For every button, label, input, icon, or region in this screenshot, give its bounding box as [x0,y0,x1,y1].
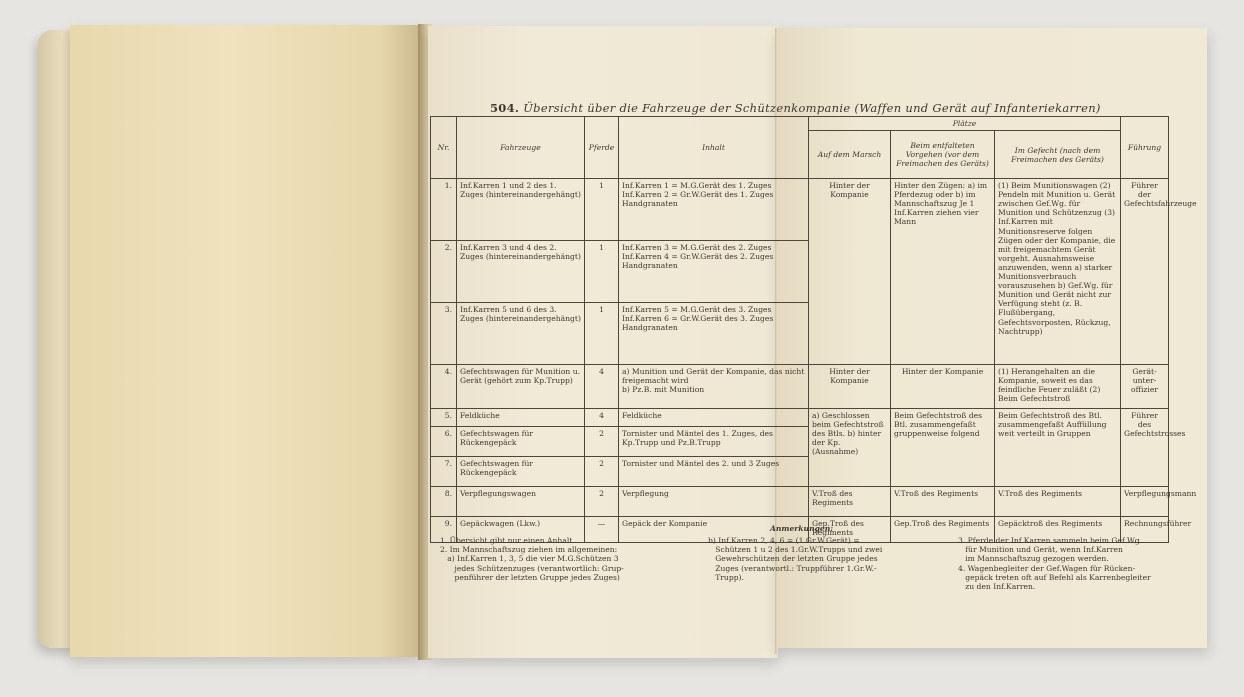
row-7-contents: Tornister und Mäntel des 2. und 3 Zuges [619,457,809,487]
row-9-deploy: Gep.Troß des Regiments [891,517,995,543]
row-8-nr: 8. [431,487,457,517]
row-8-lead: Verpflegungsmann [1121,487,1169,517]
row-7-nr: 7. [431,457,457,487]
row-4-nr: 4. [431,365,457,409]
row-1-vehicle: Inf.Karren 1 und 2 des 1. Zuges (hintereinandergehängt) [457,179,585,241]
row-4-lead: Gerät-unter-offizier [1121,365,1169,409]
row-3-vehicle: Inf.Karren 5 und 6 des 3. Zuges (hintereinandergehängt) [457,303,585,365]
row-8-vehicle: Verpflegungswagen [457,487,585,517]
header-pferde: Pferde [585,117,619,179]
left-blank-page [70,25,422,657]
row-2-horses: 1 [585,241,619,303]
row-4-march: Hinter der Kompanie [809,365,891,409]
header-inhalt: Inhalt [619,117,809,179]
row-6-vehicle: Gefechtswagen für Rückengepäck [457,427,585,457]
group-5-7-deploy: Beim Gefechtstroß des Btl. zusammengefaßt gruppenweise folgend [891,409,995,487]
row-2-content-b: Inf.Karren 4 = Gr.W.Gerät des 2. Zuges Handgranaten [622,252,774,271]
row-9-nr: 9. [431,517,457,543]
header-entfalten: Beim entfalteten Vorgehen (vor dem Freimachen des Geräts) [891,131,995,179]
row-5-contents: Feldküche [619,409,809,427]
document-title [490,101,1180,115]
row-3-content-a: Inf.Karren 5 = M.G.Gerät des 3. Zuges [622,305,772,315]
note-column-3: 3. Pferde der Inf.Karren sammeln beim Gef.Wg. für Munition und Gerät, wenn Inf.Karren im Mannschaftszug gezogen werden. 4. Wagenbegleiter der Gef.Wagen für Rücken- gepäck treten oft auf Befehl als Karrenbegleiter zu den Inf.Karren. [958,536,1151,592]
group-1-3-deploy: Hinter den Zügen: a) im Pferdezug oder b) im Mannschaftszug Je 1 Inf.Karren ziehen vier Mann [891,179,995,365]
row-1-horses: 1 [585,179,619,241]
group-5-7-battle: Beim Gefechtstroß des Btl. zusammengefaßt Auffüllung weit verteilt in Gruppen [995,409,1121,487]
note-column-2: b) Inf.Karren 2, 4, 6 = (1.Gr.W.Gerät) = Schützen 1 u 2 des 1.Gr.W.Trupps und zwei Gewehrschützen der letzten Gruppe jedes Zuges (verantwortl.: Truppführer 1.Gr.W.- Trupp). [708,536,883,582]
row-3-contents [619,303,809,365]
row-2-contents [619,241,809,303]
row-9-horses: — [585,517,619,543]
row-5-vehicle: Feldküche [457,409,585,427]
row-9-march: Gep.Troß des Regiments [809,517,891,543]
row-8-contents: Verpflegung [619,487,809,517]
vehicle-overview-document [430,96,1197,656]
header-fuehrung: Führung [1121,117,1169,179]
row-7-vehicle: Gefechtswagen für Rückengepäck [457,457,585,487]
title-text: Übersicht über die Fahrzeuge der Schützenkompanie (Waffen und Gerät auf Infanteriekarren) [523,101,1101,115]
row-9-contents: Gepäck der Kompanie [619,517,809,543]
row-4-vehicle: Gefechtswagen für Munition u. Gerät (gehört zum Kp.Trupp) [457,365,585,409]
header-nr: Nr. [431,117,457,179]
group-1-3-battle: (1) Beim Munitionswagen (2) Pendeln mit Munition u. Gerät zwischen Gef.Wg. für Munition und Schützenzug (3) Inf.Karren mit Munitionsreserve folgen Zügen oder der Kompanie, die mit freigemachtem Gerät vorgeht. Ausnahmsweise anzuwenden, wenn a) starker Munitionsverbrauch vorauszusehen b) Gef.Wg. für Munition und Gerät nicht zur Verfügung steht (z. B. Flußübergang, Gefechtsvorposten, Rückzug, Nachtrupp) [995,179,1121,365]
row-8-deploy: V.Troß des Regiments [891,487,995,517]
note-column-1: 1. Übersicht gibt nur einen Anhalt. 2. Im Mannschaftszug ziehen im allgemeinen: a) Inf.Karren 1, 3, 5 die vier M.G.Schützen 3 jedes Schützenzuges (verantwortlich: Grup- penführer der letzten Gruppe jedes Zuges) [440,536,624,582]
row-9-battle: Gepäcktroß des Regiments [995,517,1121,543]
row-2-nr: 2. [431,241,457,303]
row-6-horses: 2 [585,427,619,457]
row-4-deploy: Hinter der Kompanie [891,365,995,409]
row-4-battle: (1) Herangehalten an die Kompanie, soweit es das feindliche Feuer zuläßt (2) Beim Gefechtstroß [995,365,1121,409]
vehicle-table [430,116,1197,543]
row-2-content-a: Inf.Karren 3 = M.G.Gerät des 2. Zuges [622,243,772,253]
row-8-march: V.Troß des Regiments [809,487,891,517]
row-4-content-b: b) Pz.B. mit Munition [622,385,705,395]
row-3-nr: 3. [431,303,457,365]
group-5-7-march: a) Geschlossen beim Gefechtstroß des Btls. b) hinter der Kp. (Ausnahme) [809,409,891,487]
row-4-horses: 4 [585,365,619,409]
header-plaetze: Plätze [809,117,1121,131]
row-1-contents [619,179,809,241]
row-3-horses: 1 [585,303,619,365]
row-1-content-a: Inf.Karren 1 = M.G.Gerät des 1. Zuges [622,181,772,191]
group-1-3-march: Hinter der Kompanie [809,179,891,365]
row-2-vehicle: Inf.Karren 3 und 4 des 2. Zuges (hintereinandergehängt) [457,241,585,303]
row-7-horses: 2 [585,457,619,487]
row-6-nr: 6. [431,427,457,457]
group-1-3-lead: Führer der Gefechtsfahrzeuge [1121,179,1169,365]
notes-title: Anmerkungen: [770,524,834,533]
row-4-content-a: a) Munition und Gerät der Kompanie, das nicht freigemacht wird [622,367,805,386]
header-fahrzeuge: Fahrzeuge [457,117,585,179]
row-4-contents [619,365,809,409]
row-9-lead: Rechnungsführer [1121,517,1169,543]
row-5-horses: 4 [585,409,619,427]
row-9-vehicle: Gepäckwagen (Lkw.) [457,517,585,543]
row-3-content-b: Inf.Karren 6 = Gr.W.Gerät des 3. Zuges Handgranaten [622,314,774,333]
header-gefecht: Im Gefecht (nach dem Freimachen des Geräts) [995,131,1121,179]
row-1-nr: 1. [431,179,457,241]
row-8-battle: V.Troß des Regiments [995,487,1121,517]
header-marsch: Auf dem Marsch [809,131,891,179]
row-1-content-b: Inf.Karren 2 = Gr.W.Gerät des 1. Zuges Handgranaten [622,190,774,209]
section-number: 504. [490,101,520,115]
row-5-nr: 5. [431,409,457,427]
group-5-7-lead: Führer des Gefechtstrosses [1121,409,1169,487]
row-6-contents: Tornister und Mäntel des 1. Zuges, des Kp.Trupp und Pz.B.Trupp [619,427,809,457]
row-8-horses: 2 [585,487,619,517]
